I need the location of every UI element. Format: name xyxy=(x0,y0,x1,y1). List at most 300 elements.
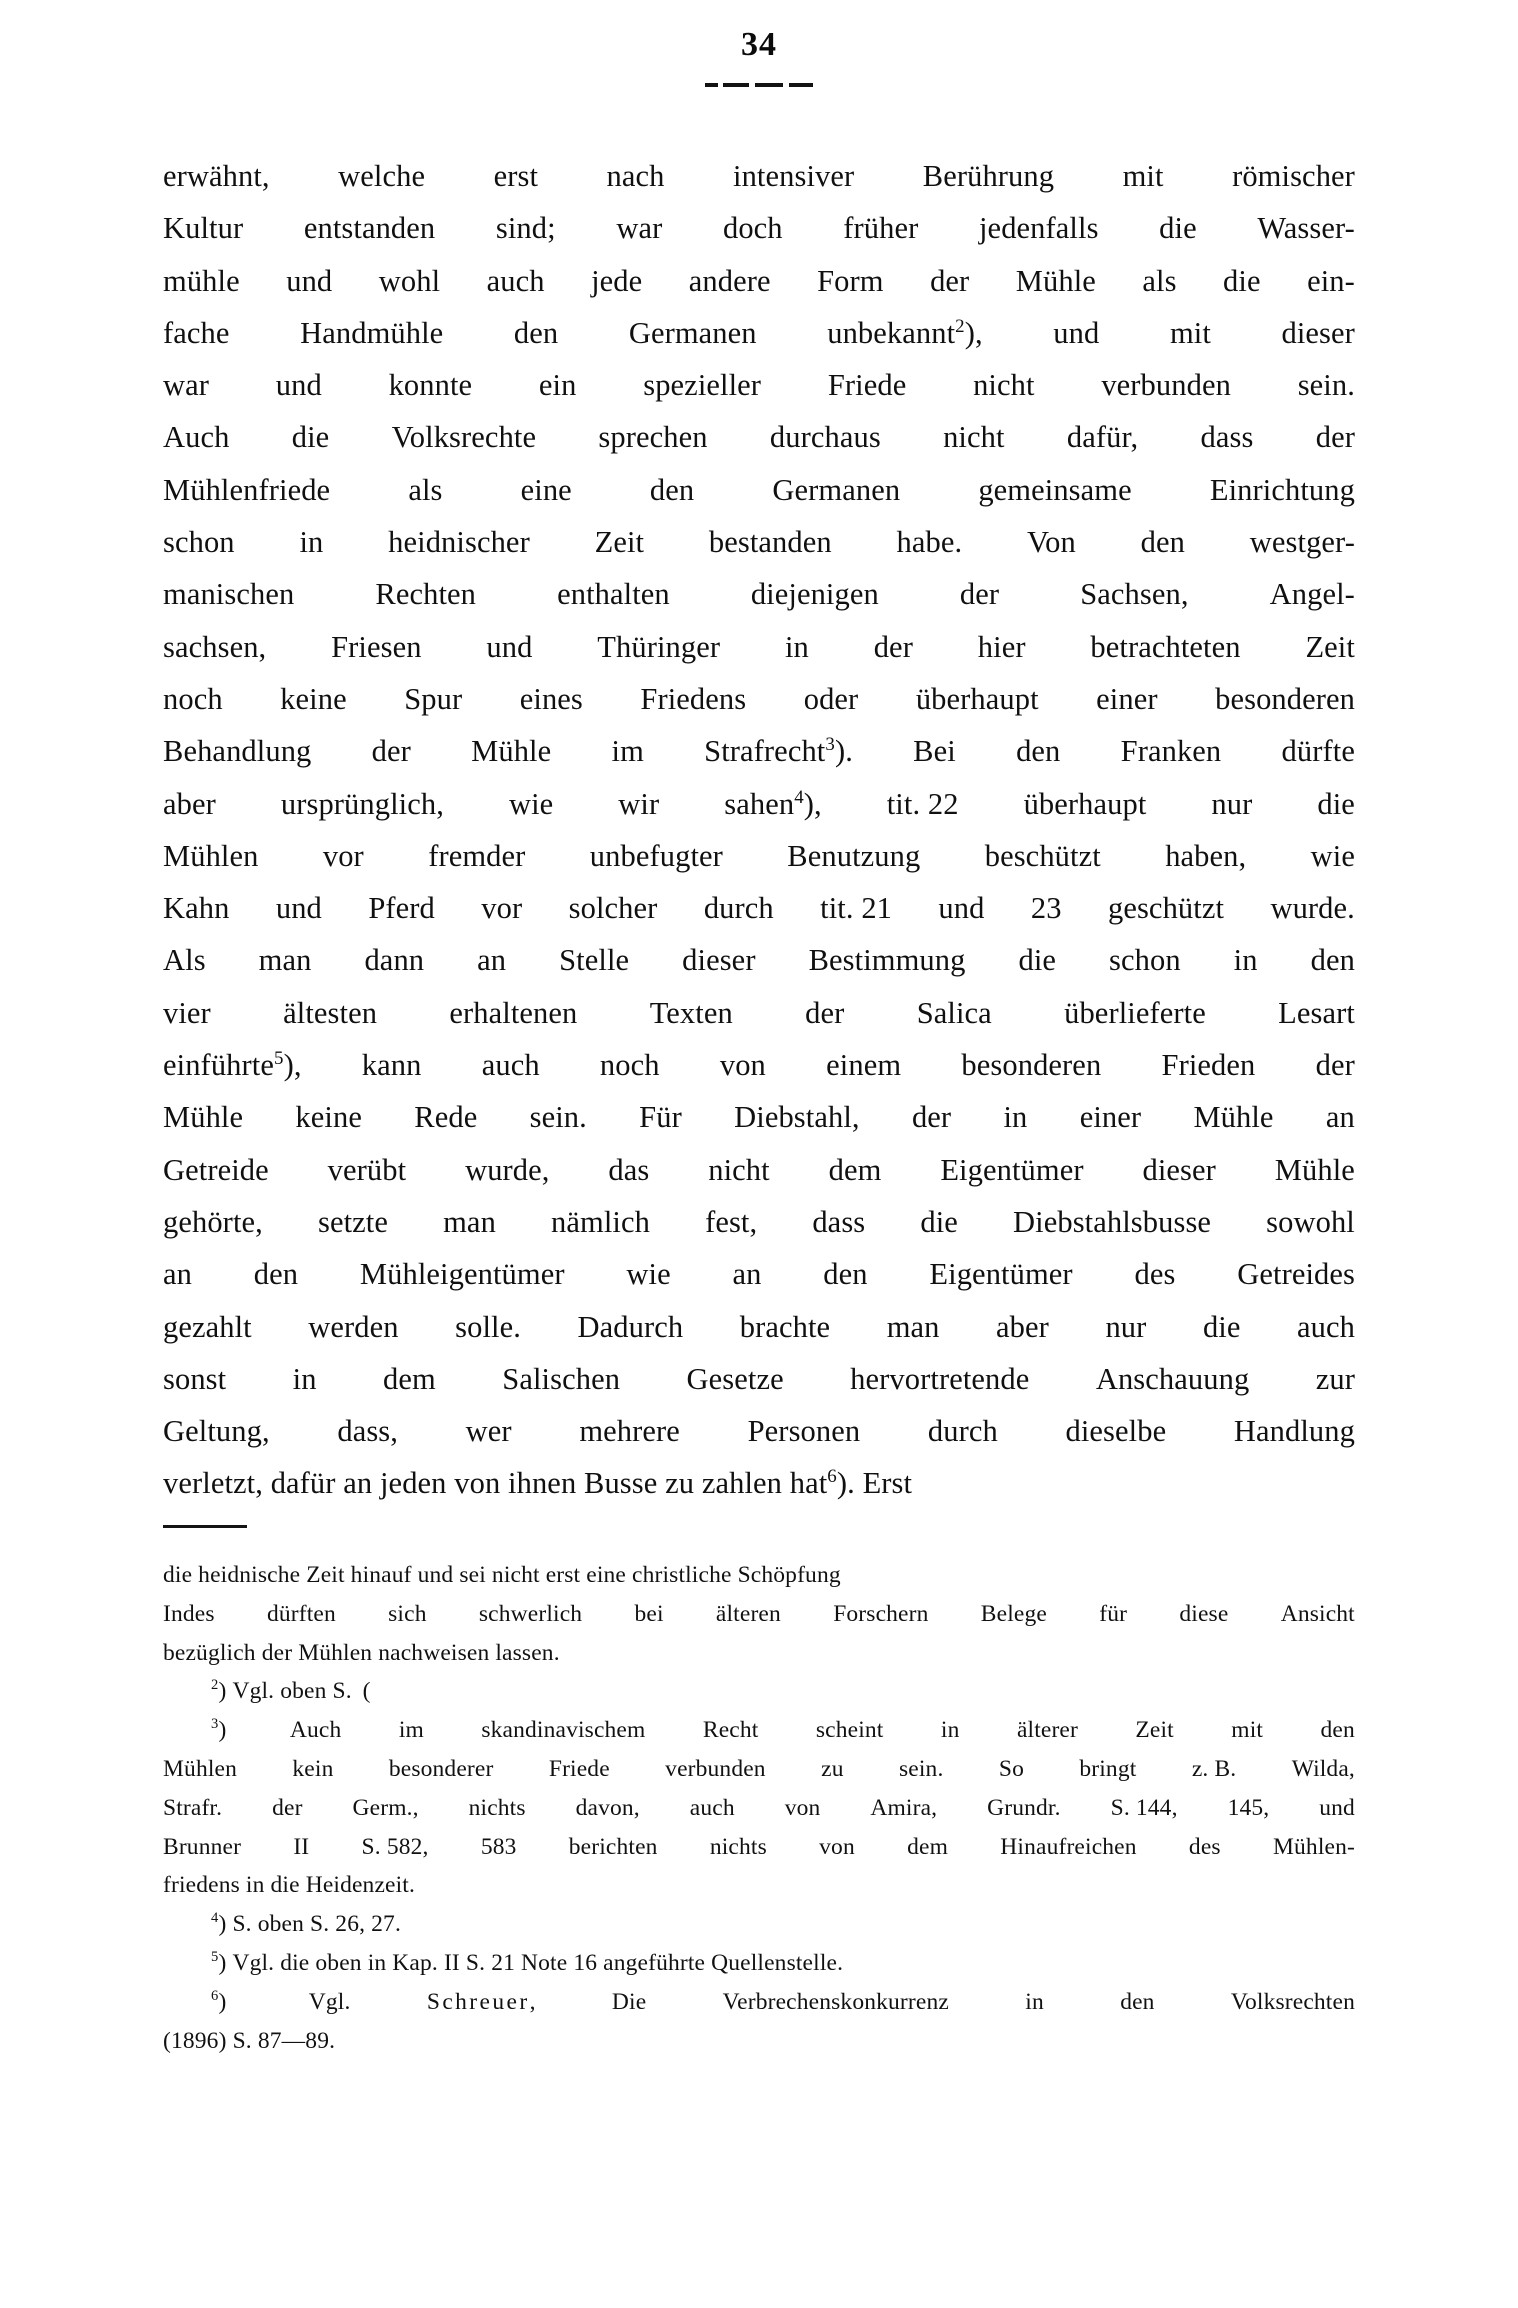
text-token: für xyxy=(1099,1600,1128,1627)
text-token: Kahn xyxy=(163,891,230,926)
text-token: von xyxy=(784,1794,821,1821)
body-text-line xyxy=(163,725,1355,777)
text-token: manischen xyxy=(163,577,295,612)
text-token: Spur xyxy=(404,681,463,716)
text-token: habe. xyxy=(896,525,963,560)
text-token: Auch xyxy=(289,1717,342,1744)
body-text-line xyxy=(163,673,1355,725)
text-token: schon xyxy=(163,525,235,560)
footnote-marker: $^5$) xyxy=(211,1949,233,1976)
text-token: früher xyxy=(843,211,919,246)
text-token: vier xyxy=(163,995,211,1030)
text-token: Die xyxy=(611,1988,647,2015)
page-number: 34 xyxy=(741,26,777,63)
text-token: Eigentümer xyxy=(929,1257,1073,1292)
text-token: dieselbe xyxy=(1065,1414,1167,1449)
footnote-line: $^5$) Vgl. die oben in Kap. II S. 21 Note 16 angeführte Quellenstelle. xyxy=(211,1949,844,1976)
text-token: und xyxy=(938,891,985,926)
text-token: in xyxy=(784,629,809,664)
text-token: Mühle xyxy=(471,734,552,769)
text-token: konnte xyxy=(388,368,473,403)
text-token: der xyxy=(272,1794,303,1821)
text-token: war xyxy=(163,368,210,403)
text-token: der xyxy=(1315,1048,1355,1083)
text-token: Handmühle xyxy=(300,315,444,350)
text-token: Form xyxy=(817,263,884,298)
text-token: nicht xyxy=(973,368,1035,403)
body-text-line xyxy=(163,1144,1355,1196)
text-token: Personen xyxy=(747,1414,861,1449)
text-token: der xyxy=(873,629,913,664)
text-token: Recht xyxy=(702,1717,759,1744)
body-text-line xyxy=(163,568,1355,620)
text-token: jedenfalls xyxy=(978,211,1099,246)
footnote-marker: $^6$) xyxy=(211,1987,233,2015)
text-token: Bestimmung xyxy=(808,943,966,978)
text-token: und xyxy=(1319,1794,1355,1821)
text-token: Germanen xyxy=(628,315,757,350)
text-token: solcher xyxy=(568,891,658,926)
footnote-line xyxy=(163,1750,1355,1789)
text-token: in xyxy=(940,1717,960,1744)
text-token: aber xyxy=(996,1309,1049,1344)
text-token: Hinaufreichen xyxy=(1000,1833,1137,1860)
text-token: verbunden xyxy=(665,1755,766,1782)
text-token: haben, xyxy=(1165,838,1247,873)
text-token: den xyxy=(649,472,695,507)
text-token: sind; xyxy=(495,211,556,246)
text-token: So xyxy=(998,1755,1024,1782)
text-token: in xyxy=(1003,1100,1028,1135)
text-token: verübt xyxy=(327,1152,407,1187)
text-token: in xyxy=(292,1361,317,1396)
text-token: Grundr. xyxy=(987,1794,1061,1821)
text-token: dieser xyxy=(1142,1152,1216,1187)
text-token: besonderen xyxy=(1215,681,1355,716)
header-divider-rule xyxy=(705,83,813,87)
text-token: die xyxy=(920,1204,958,1239)
text-token: Anschauung xyxy=(1095,1361,1250,1396)
body-text-line xyxy=(163,1091,1355,1143)
text-token: die xyxy=(1202,1309,1241,1344)
text-token: vor xyxy=(322,838,364,873)
text-token: sein. xyxy=(529,1100,587,1135)
text-token: Zeit xyxy=(1135,1717,1174,1744)
text-token: 583 xyxy=(480,1833,517,1860)
text-token: erst xyxy=(493,159,539,193)
text-token: Friede xyxy=(548,1755,610,1782)
text-token: von xyxy=(819,1833,855,1860)
text-token: mit xyxy=(1231,1717,1264,1744)
text-token: sahen$^4$), xyxy=(724,786,822,821)
text-token: und xyxy=(275,368,322,403)
body-text-line xyxy=(163,778,1355,830)
footnote-reference: 4 xyxy=(794,786,804,808)
text-token: fache xyxy=(163,315,230,350)
text-token: dem xyxy=(383,1361,436,1396)
text-token: einer xyxy=(1079,1100,1142,1135)
text-token: wurde, xyxy=(465,1152,550,1187)
text-token: sein. xyxy=(898,1755,944,1782)
text-token: noch xyxy=(599,1048,660,1083)
text-token: ein- xyxy=(1307,263,1355,298)
text-token: diese xyxy=(1179,1600,1229,1627)
text-token: der xyxy=(371,734,411,769)
text-token: betrachteten xyxy=(1090,629,1241,664)
text-token: Getreides xyxy=(1237,1257,1355,1292)
text-token: als xyxy=(408,472,443,507)
body-text-line xyxy=(163,411,1355,463)
text-token: dieser xyxy=(1281,315,1355,350)
text-token: eines xyxy=(519,681,583,716)
text-token: mühle xyxy=(163,263,240,298)
text-token: diejenigen xyxy=(750,577,879,612)
text-token: Zeit xyxy=(1305,629,1355,664)
text-token: und xyxy=(275,891,322,926)
text-token: ursprünglich, xyxy=(280,786,444,821)
text-token: den xyxy=(1320,1717,1355,1744)
page-header xyxy=(0,28,1518,62)
text-token: brachte xyxy=(739,1309,831,1344)
text-token: keine xyxy=(295,1100,362,1135)
text-token: Mühle xyxy=(1015,263,1096,298)
text-token: zur xyxy=(1315,1361,1355,1396)
text-token: schwerlich xyxy=(478,1600,583,1627)
text-token: Texten xyxy=(649,995,733,1030)
text-token: den xyxy=(1016,734,1061,769)
text-token: Indes xyxy=(163,1600,215,1627)
text-token: Behandlung xyxy=(163,734,312,769)
text-token: schon xyxy=(1109,943,1181,978)
text-token: welche xyxy=(338,159,426,193)
text-token: bringt xyxy=(1079,1755,1137,1782)
text-token: dem xyxy=(828,1152,882,1187)
text-token: in xyxy=(299,525,324,560)
text-token: der xyxy=(911,1100,952,1135)
text-token: intensiver xyxy=(733,159,855,193)
text-token: kein xyxy=(292,1755,334,1782)
text-token: ältesten xyxy=(283,995,378,1030)
text-token: besonderen xyxy=(961,1048,1102,1083)
text-token: Eigentümer xyxy=(940,1152,1084,1187)
text-token: auch xyxy=(481,1048,540,1083)
text-token: sowohl xyxy=(1266,1204,1355,1239)
text-token: ein xyxy=(538,368,577,403)
body-text-line xyxy=(163,359,1355,411)
text-token: westger- xyxy=(1249,525,1355,560)
text-token: von xyxy=(719,1048,766,1083)
text-token: II xyxy=(293,1833,310,1860)
text-token: sein. xyxy=(1297,368,1355,403)
text-token: nur xyxy=(1211,786,1253,821)
text-token: enthalten xyxy=(557,577,670,612)
text-token: wir xyxy=(618,786,660,821)
text-token: auch xyxy=(1297,1309,1355,1344)
text-token: in xyxy=(1025,1988,1044,2015)
text-token: bestanden xyxy=(708,525,832,560)
body-text xyxy=(163,150,1355,1510)
text-token: mit xyxy=(1122,159,1164,193)
text-token: Bei xyxy=(913,734,956,769)
text-token: der xyxy=(1315,420,1355,455)
footnote-reference: 6 xyxy=(827,1466,837,1488)
text-token: hervortretende xyxy=(850,1361,1030,1396)
text-token: Auch xyxy=(163,420,230,455)
text-token: skandinavischem xyxy=(481,1717,646,1744)
text-token: S. 144, xyxy=(1110,1794,1178,1821)
text-token: die xyxy=(1317,786,1355,821)
text-token: Friesen xyxy=(331,629,422,664)
footnote-reference: 3 xyxy=(825,734,835,756)
text-token: setzte xyxy=(317,1204,389,1239)
text-token: Germ., xyxy=(352,1794,419,1821)
text-token: unbekannt$^2$), xyxy=(827,315,983,350)
text-token: an xyxy=(477,943,507,978)
text-token: tit. 22 xyxy=(886,786,959,821)
text-token: Vgl. xyxy=(308,1988,351,2015)
text-token: nämlich xyxy=(551,1204,650,1239)
text-token: sprechen xyxy=(598,420,708,455)
text-token: Verbrechenskonkurrenz xyxy=(722,1988,949,2015)
text-token: und xyxy=(286,263,333,298)
text-token: und xyxy=(1053,315,1100,350)
footnote-line: friedens in die Heidenzeit. xyxy=(163,1872,416,1899)
text-token: durchaus xyxy=(769,420,881,455)
text-token: auch xyxy=(486,263,545,298)
text-token: wie xyxy=(1310,838,1355,873)
text-token: Lesart xyxy=(1278,995,1355,1030)
body-text-line xyxy=(163,150,1355,202)
footnote-line: $^4$) S. oben S. 26, 27. xyxy=(211,1910,401,1938)
text-token: 23 xyxy=(1030,891,1062,926)
text-token: davon, xyxy=(575,1794,640,1821)
text-token: Salica xyxy=(916,995,992,1030)
text-token: einem xyxy=(826,1048,902,1083)
text-token: Forschern xyxy=(833,1600,929,1627)
footnote-reference: 5 xyxy=(274,1047,284,1069)
text-token: Volksrechten xyxy=(1230,1988,1355,2015)
text-token: Handlung xyxy=(1233,1414,1355,1449)
text-token: den xyxy=(823,1257,868,1292)
text-token: durch xyxy=(703,891,774,926)
body-text-line xyxy=(163,307,1355,359)
text-token: gemeinsame xyxy=(978,472,1132,507)
body-text-line xyxy=(163,255,1355,307)
text-token: wohl xyxy=(378,263,441,298)
text-token: im xyxy=(611,734,644,769)
text-token: besonderer xyxy=(388,1755,494,1782)
text-token: sich xyxy=(388,1600,427,1627)
text-token: Diebstahl, xyxy=(734,1100,860,1135)
text-token: man xyxy=(443,1204,496,1239)
body-text-line xyxy=(163,516,1355,568)
text-token: fremder xyxy=(428,838,526,873)
body-text-line xyxy=(163,1196,1355,1248)
text-token: überhaupt xyxy=(915,681,1039,716)
text-token: Berührung xyxy=(922,159,1055,193)
footnote-separator-rule xyxy=(163,1525,247,1528)
text-token: nur xyxy=(1105,1309,1147,1344)
text-token: an xyxy=(163,1257,192,1292)
text-token: Salischen xyxy=(502,1361,621,1396)
text-token: die xyxy=(1018,943,1057,978)
footnote-line: bezüglich der Mühlen nachweisen lassen. xyxy=(163,1639,560,1666)
footnote-line xyxy=(163,1789,1355,1828)
text-token: noch xyxy=(163,681,223,716)
text-token: des xyxy=(1134,1257,1176,1292)
text-token: des xyxy=(1188,1833,1221,1860)
spaced-name: Schreuer xyxy=(426,1988,530,2015)
text-token: den xyxy=(1120,1988,1155,2015)
text-token: das xyxy=(608,1152,650,1187)
text-token: Pferd xyxy=(368,891,435,926)
text-token: gezahlt xyxy=(163,1309,252,1344)
text-token: Angel- xyxy=(1269,577,1355,612)
body-text-line xyxy=(163,464,1355,516)
text-token: jede xyxy=(591,263,643,298)
text-token: sachsen, xyxy=(163,629,267,664)
text-token: Brunner xyxy=(163,1833,242,1860)
footnote-line xyxy=(163,1595,1355,1634)
text-token: Schreuer, xyxy=(426,1988,536,2015)
text-token: Mühlen xyxy=(163,838,259,873)
text-token: die xyxy=(1223,263,1261,298)
text-token: Diebstahlsbusse xyxy=(1013,1204,1212,1239)
text-token: aber xyxy=(163,786,216,821)
text-token: wurde. xyxy=(1270,891,1355,926)
text-token: beschützt xyxy=(984,838,1101,873)
text-token: mehrere xyxy=(579,1414,680,1449)
text-token: sonst xyxy=(163,1361,227,1396)
text-token: spezieller xyxy=(643,368,762,403)
footnote-line xyxy=(163,1983,1355,2022)
text-token: erhaltenen xyxy=(449,995,578,1030)
text-token: dass xyxy=(1200,420,1254,455)
text-token: an xyxy=(1325,1100,1355,1135)
text-token: der xyxy=(930,263,970,298)
text-token: Getreide xyxy=(163,1152,269,1187)
body-text-line xyxy=(163,934,1355,986)
text-token: Rede xyxy=(414,1100,478,1135)
text-token: Gesetze xyxy=(686,1361,784,1396)
text-token: an xyxy=(732,1257,762,1292)
body-text-line xyxy=(163,1248,1355,1300)
text-token: Mühlenfriede xyxy=(163,472,331,507)
text-token: Belege xyxy=(980,1600,1047,1627)
footnote-line: die heidnische Zeit hinauf und sei nicht erst eine christliche Schöpfung xyxy=(163,1562,841,1588)
body-text-line xyxy=(163,1353,1355,1405)
text-token: Mühlen xyxy=(163,1755,238,1782)
text-token: Ansicht xyxy=(1280,1600,1355,1627)
text-token: verbunden xyxy=(1101,368,1231,403)
text-token: Strafr. xyxy=(163,1794,223,1821)
text-token: Friedens xyxy=(640,681,747,716)
text-token: dafür, xyxy=(1066,420,1139,455)
body-text-line xyxy=(163,202,1355,254)
footnote-marker: $^2$) xyxy=(211,1677,233,1705)
text-token: dürften xyxy=(266,1600,336,1627)
body-text-line xyxy=(163,830,1355,882)
text-token: werden xyxy=(308,1309,399,1344)
text-token: Wasser- xyxy=(1257,211,1355,246)
text-token: nicht xyxy=(708,1152,770,1187)
text-token: dann xyxy=(364,943,425,978)
text-token: den xyxy=(1310,943,1355,978)
text-token: Von xyxy=(1026,525,1076,560)
text-token: Strafrecht$^3$). xyxy=(704,734,853,769)
text-token: Friede xyxy=(827,368,907,403)
text-token: man xyxy=(258,943,312,978)
body-text-line xyxy=(163,1301,1355,1353)
text-token: 145, xyxy=(1227,1794,1270,1821)
text-token: war xyxy=(616,211,663,246)
footnote-line xyxy=(163,1828,1355,1867)
text-token: hier xyxy=(977,629,1026,664)
text-token: fest, xyxy=(705,1204,758,1239)
text-token: der xyxy=(959,577,1000,612)
body-text-line xyxy=(163,987,1355,1039)
text-token: bei xyxy=(634,1600,664,1627)
text-token: wie xyxy=(508,786,554,821)
text-token: einer xyxy=(1096,681,1158,716)
text-token: Mühle xyxy=(163,1100,244,1135)
text-token: erwähnt, xyxy=(163,159,270,193)
text-token: zu xyxy=(821,1755,844,1782)
text-token: nicht xyxy=(943,420,1005,455)
text-token: tit. 21 xyxy=(820,891,893,926)
body-text-line: verletzt, dafür an jeden von ihnen Busse zu zahlen hat$^6$). Erst xyxy=(163,1466,913,1501)
text-token: den xyxy=(513,315,559,350)
text-token: mit xyxy=(1169,315,1211,350)
text-token: eine xyxy=(520,472,572,507)
text-token: einführte$^5$), xyxy=(163,1047,302,1083)
text-token: nach xyxy=(606,159,665,193)
text-token: nichts xyxy=(709,1833,767,1860)
text-token: andere xyxy=(688,263,771,298)
text-token: dem xyxy=(907,1833,949,1860)
text-token: dürfte xyxy=(1281,734,1355,769)
text-token: doch xyxy=(722,211,783,246)
text-token: die xyxy=(291,420,330,455)
body-text-line xyxy=(163,1405,1355,1457)
footnote-marker: $^3$) xyxy=(211,1716,233,1744)
text-token: der xyxy=(805,995,845,1030)
text-token: als xyxy=(1142,263,1177,298)
text-token: in xyxy=(1233,943,1258,978)
text-token: Germanen xyxy=(772,472,901,507)
text-token: Mühle xyxy=(1274,1152,1355,1187)
text-token: nichts xyxy=(468,1794,526,1821)
text-token: scheint xyxy=(815,1717,884,1744)
text-token: keine xyxy=(280,681,347,716)
text-token: Dadurch xyxy=(577,1309,684,1344)
text-token: Mühlen- xyxy=(1272,1833,1355,1860)
text-token: Einrichtung xyxy=(1209,472,1355,507)
text-token: unbefugter xyxy=(589,838,723,873)
text-token: Volksrechte xyxy=(391,420,537,455)
body-text-line xyxy=(163,621,1355,673)
text-token: Sachsen, xyxy=(1080,577,1189,612)
text-token: Für xyxy=(639,1100,682,1135)
text-token: älterer xyxy=(1016,1717,1078,1744)
text-token: vor xyxy=(481,891,523,926)
text-token: überlieferte xyxy=(1064,995,1206,1030)
footnote-area xyxy=(163,1556,1355,2060)
body-text-line xyxy=(163,882,1355,934)
text-token: Wilda, xyxy=(1291,1755,1355,1782)
text-token: älteren xyxy=(715,1600,781,1627)
text-token: auch xyxy=(689,1794,735,1821)
